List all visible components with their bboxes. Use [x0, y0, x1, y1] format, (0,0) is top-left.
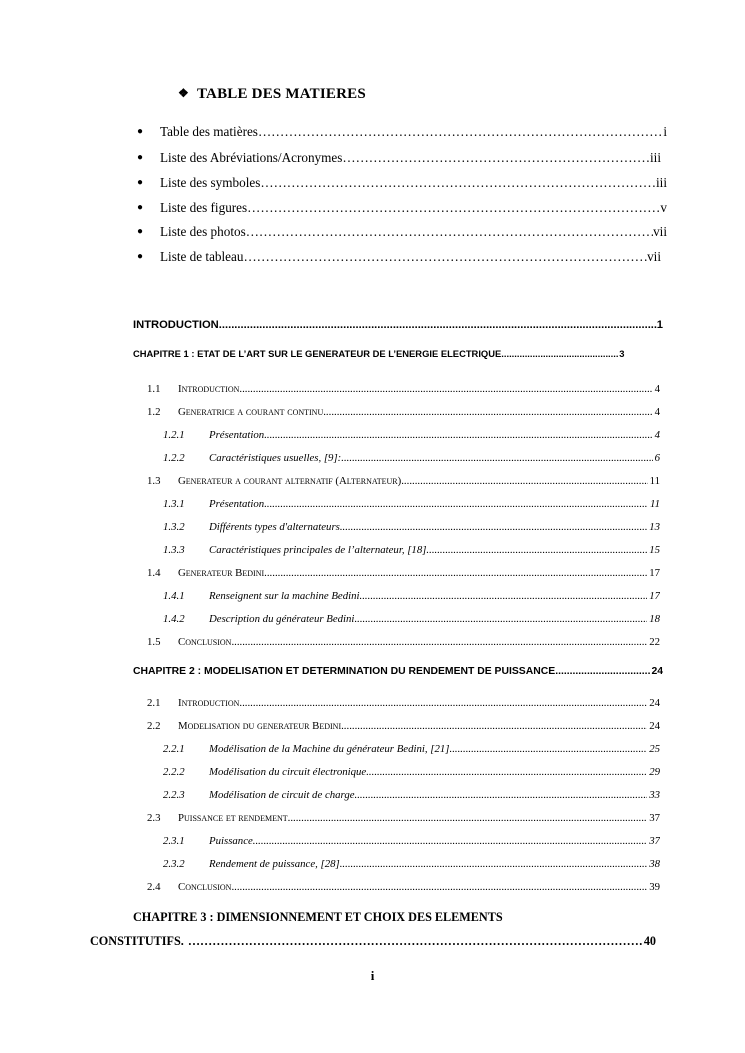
- front-matter-item[interactable]: ● Liste des Abréviations/Acronymes ………………………………………………………………………………………………………………………………………………………………………… iii: [137, 150, 667, 170]
- toc-entry[interactable]: 2.2.1 Modélisation de la Machine du générateur Bedini, [21] ..... 25: [163, 743, 660, 755]
- front-matter-item[interactable]: ● Liste des figures ………………………………………………………………………………………………………………………………………………………………………… v: [137, 200, 667, 220]
- bullet-icon: ●: [137, 177, 144, 188]
- toc-chapter-3[interactable]: CHAPITRE 3 : DIMENSIONNEMENT ET CHOIX DES ELEMENTS: [133, 910, 503, 924]
- bullet-icon: ●: [137, 226, 144, 237]
- toc-entry[interactable]: 2.1 Introduction ..... 24: [147, 697, 660, 709]
- toc-entry[interactable]: 2.2 Modelisation du generateur Bedini ..... 24: [147, 720, 660, 732]
- toc-entry[interactable]: 2.3.1 Puissance ..... 37: [163, 835, 660, 847]
- bullet-icon: ●: [137, 251, 144, 262]
- toc-entry[interactable]: 1.4.2 Description du générateur Bedini ..... 18: [163, 613, 660, 625]
- front-matter-item[interactable]: ● Liste des photos ………………………………………………………………………………………………………………………………………………………………………… vii: [137, 224, 667, 244]
- diamond-bullet-icon: ❖: [178, 86, 189, 100]
- toc-entry[interactable]: 1.3.2 Différents types d'alternateurs ..... 13: [163, 521, 660, 533]
- toc-entry[interactable]: 2.3 Puissance et rendement ..... 37: [147, 812, 660, 824]
- bullet-icon: ●: [137, 126, 144, 137]
- toc-entry[interactable]: 2.3.2 Rendement de puissance, [28] ..... 38: [163, 858, 660, 870]
- toc-entry[interactable]: 1.3.3 Caractéristiques principales de l’alternateur, [18]. ..... 15: [163, 544, 660, 556]
- toc-entry[interactable]: 2.2.2 Modélisation du circuit électronique ..... 29: [163, 766, 660, 778]
- toc-entry[interactable]: 2.4 Conclusion ..... 39: [147, 881, 660, 893]
- bullet-icon: ●: [137, 152, 144, 163]
- toc-entry[interactable]: 2.2.3 Modélisation de circuit de charge ..... 33: [163, 789, 660, 801]
- toc-entry[interactable]: 1.1 Introduction ..... 4: [147, 383, 660, 395]
- toc-chapter-1[interactable]: CHAPITRE 1 : ETAT DE L’ART SUR LE GENERATEUR DE L’ENERGIE ELECTRIQUE ..... 3: [133, 348, 653, 359]
- toc-entry[interactable]: 1.2.1 Présentation ..... 4: [163, 429, 660, 441]
- front-matter-item[interactable]: ● Liste de tableau ………………………………………………………………………………………………………………………………………………………………………… vii: [137, 249, 667, 269]
- toc-entry[interactable]: 1.5 Conclusion ..... 22: [147, 636, 660, 648]
- front-matter-item[interactable]: ● Liste des symboles ………………………………………………………………………………………………………………………………………………………………………… iii: [137, 175, 667, 195]
- toc-entry[interactable]: 1.4 Generateur Bedini ..... 17: [147, 567, 660, 579]
- front-matter-item[interactable]: ● Table des matières ………………………………………………………………………………………………………………………………………………………………………… i: [137, 124, 667, 144]
- toc-chapter-3-continued[interactable]: CONSTITUTIFS. ………………………………………………………………………………………………………………………………………………………………………… 40: [90, 934, 656, 949]
- toc-entry[interactable]: 1.3.1 Présentation ..... 11: [163, 498, 660, 510]
- page-title: ❖ TABLE DES MATIERES: [178, 86, 366, 102]
- toc-entry[interactable]: 1.2 Generatrice a courant continu ..... 4: [147, 406, 660, 418]
- toc-entry[interactable]: 1.2.2 Caractéristiques usuelles, [9]: ..... 6: [163, 452, 660, 464]
- toc-chapter-2[interactable]: CHAPITRE 2 : MODELISATION ET DETERMINATION DU RENDEMENT DE PUISSANCE ..... 24: [133, 666, 663, 677]
- bullet-icon: ●: [137, 202, 144, 213]
- toc-introduction[interactable]: INTRODUCTION ..... 1: [133, 319, 663, 331]
- toc-entry[interactable]: 1.3 Generateur a courant alternatif (Alternateur) ..... 11: [147, 475, 660, 487]
- toc-entry[interactable]: 1.4.1 Renseignent sur la machine Bedini ..... 17: [163, 590, 660, 602]
- page-number: i: [370, 968, 375, 983]
